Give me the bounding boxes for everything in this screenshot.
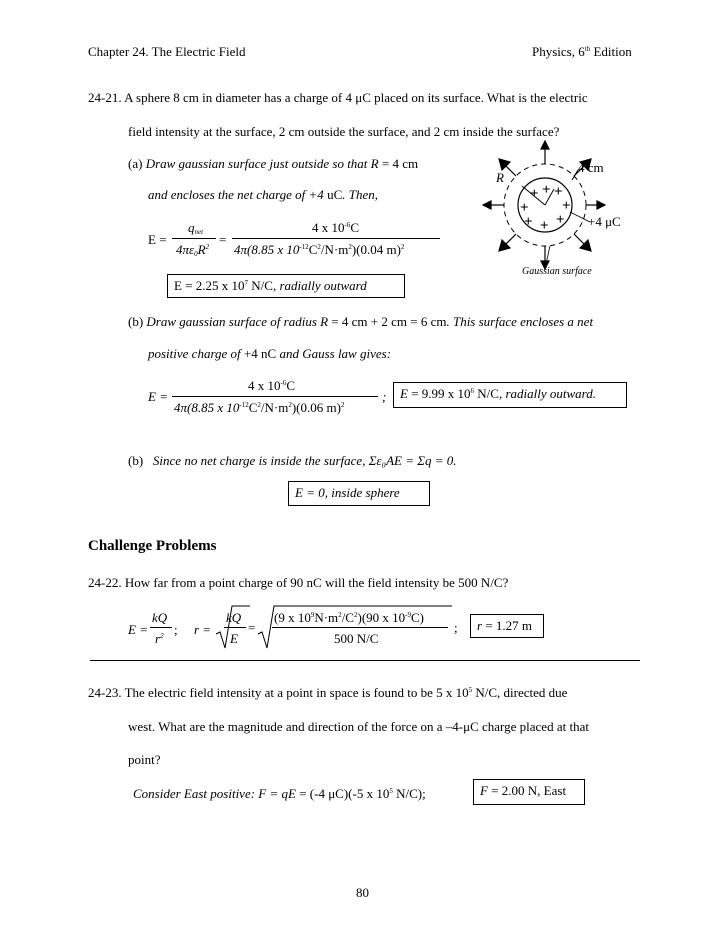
eq-a-num2-b: C (350, 220, 360, 235)
part-b-text2a: positive charge of (148, 346, 244, 361)
eq-b-den-b: C (248, 400, 258, 415)
diagram-label-4cm: 4 cm (578, 160, 604, 175)
eq-a-den2-a: 4π(8.85 x 10 (234, 242, 300, 257)
eq22-semi1: ; (174, 622, 178, 637)
answer-a-exp: 7 (244, 279, 249, 287)
eq22-kQ2: kQ (226, 610, 242, 625)
eq22-num-e: C) (411, 610, 424, 625)
problem-24-23-line3: point? (128, 752, 161, 767)
part-a-text1b: = 4 cm (378, 156, 419, 171)
problem-24-21-question: 24-21. A sphere 8 cm in diameter has a charge of 4 μC placed on its surface. What is the electric (88, 90, 588, 105)
eq22-r2 (155, 631, 164, 647)
plus-sign: + (562, 198, 571, 214)
solution-c: N/C); (392, 786, 426, 801)
diagram-label-gaussian: Gaussian surface (522, 266, 592, 277)
eq-a-den1 (176, 242, 209, 258)
eq-a-den-R: R (197, 242, 206, 257)
eq-a-den2-g2: 2 (400, 243, 405, 251)
eq-b-den-e: 2 (288, 401, 292, 409)
eq22-num-c: /C (341, 610, 354, 625)
eq22-equals: = (248, 620, 256, 635)
part-c-text: Since no net charge is inside the surface, Σε₀AE = Σq = 0. (152, 453, 457, 468)
charge-leader-line (570, 212, 590, 222)
eq-a-E: E = (148, 232, 167, 247)
part-a-line2 (148, 187, 378, 203)
problem-24-23-q-exp: 5 (468, 686, 473, 694)
eq-a-den2-b: C (308, 242, 318, 257)
part-c-label: (b) (128, 453, 144, 468)
eq22-num-b: N·m (314, 610, 339, 625)
part-a-text1: Draw gaussian surface just outside so that R (145, 156, 379, 171)
eq22-fracline2 (224, 627, 246, 628)
answer-a-1: E = 2.25 x 10 (174, 278, 245, 293)
eq22-E-den: E (230, 631, 238, 646)
plus-sign: + (530, 186, 539, 202)
plus-sign: + (520, 200, 529, 216)
answer-b-2: = 9.99 x 10 (407, 386, 471, 401)
part-c-line (128, 453, 456, 469)
part-a-text2b: uC (327, 187, 343, 202)
eq-a-den-sub: 0 (194, 250, 198, 258)
answer-24-23-F: F (480, 783, 488, 798)
eq-a-den-text: 4πε (176, 242, 195, 257)
answer-a-box (167, 274, 405, 298)
eq22-num-exp2: 2 (338, 611, 342, 619)
problem-24-23-solution (133, 786, 426, 802)
answer-24-22-box (470, 614, 544, 638)
eq-a-q (188, 220, 203, 236)
problem-24-21-question-cont: field intensity at the surface, 2 cm outside the surface, and 2 cm inside the surface? (128, 124, 560, 139)
eq-b-den-f: )(0.06 m) (291, 400, 341, 415)
part-a-label: (a) (128, 156, 146, 171)
eq22-r: r (155, 631, 161, 646)
eq-b-num-a: 4 x 10 (248, 378, 281, 393)
plus-sign: + (556, 212, 565, 228)
eq22-num (274, 610, 424, 626)
header-chapter: Chapter 24. The Electric Field (88, 44, 246, 59)
eq22-semi2: ; (454, 620, 458, 635)
solution-a: Consider East positive: F = qE (133, 786, 296, 801)
eq22-E: E = (128, 622, 148, 637)
part-a-text2a: and encloses the net charge of +4 (148, 187, 328, 202)
eq-a-den2-f: )(0.04 m) (351, 242, 401, 257)
eq-a-q-text: q (188, 220, 195, 235)
header-book (532, 44, 632, 60)
gaussian-sphere-diagram (480, 140, 640, 280)
plus-sign: + (540, 218, 549, 234)
eq22-fracline3 (272, 627, 448, 628)
eq-a-den-R2: 2 (205, 243, 210, 251)
plus-sign: + (554, 184, 563, 200)
eq-a-num2-a: 4 x 10 (312, 220, 345, 235)
eq-a-q-sub: net (194, 228, 204, 236)
answer-24-22-r: r (477, 618, 483, 633)
problem-24-23-q-b: N/C, directed due (472, 685, 568, 700)
eq22-fracline1 (150, 627, 172, 628)
part-b-text2c: and Gauss law gives: (276, 346, 392, 361)
eq-a-num2 (312, 220, 359, 236)
part-b-text2b: +4 nC (243, 346, 277, 361)
plus-sign: + (542, 182, 551, 198)
section-heading-challenge: Challenge Problems (88, 538, 217, 554)
eq-b-den-exp: -12 (239, 401, 249, 409)
eq22-r-exp: 2 (160, 632, 164, 640)
eq-b-fracline (172, 396, 378, 397)
part-b-text1: Draw gaussian surface of radius R (146, 314, 329, 329)
answer-b-4: , radially outward. (498, 386, 596, 401)
eq22-num-exp4: -9 (405, 611, 411, 619)
eq-b-den-c: 2 (257, 401, 261, 409)
answer-b-box (393, 382, 627, 408)
part-b-line1 (128, 314, 593, 330)
answer-a-2: N/C, (248, 278, 280, 293)
eq22-kQ: kQ (152, 610, 168, 625)
part-a-line1 (128, 156, 418, 172)
eq-b-den-a: 4π(8.85 x 10 (174, 400, 240, 415)
page-number: 80 (356, 885, 369, 900)
problem-24-23-line2: west. What are the magnitude and direction of the force on a –4-μC charge placed at that (128, 719, 589, 734)
eq-b-semicolon: ; (382, 389, 387, 404)
eq-a-den2-c2: 2 (317, 243, 321, 251)
eq-b-num (248, 378, 295, 394)
eq-b-num-exp: -6 (280, 379, 287, 387)
eq-a-num2-exp: -6 (344, 221, 351, 229)
header-book-text: Physics, 6 (532, 44, 585, 59)
diagram-label-R: R (496, 170, 504, 185)
solution-exp: 5 (389, 787, 393, 795)
eq-a-fracline2 (232, 238, 440, 239)
answer-b-1: E (400, 386, 408, 401)
diagram-label-charge: +4 μC (588, 214, 621, 229)
header-book-sup: th (584, 45, 591, 53)
answer-b-3: N/C (474, 386, 499, 401)
answer-24-22-val: = 1.27 m (482, 618, 533, 633)
eq22-den: 500 N/C (334, 631, 379, 646)
part-b-text1c: . This surface encloses a net (446, 314, 594, 329)
eq22-num-exp1: 9 (310, 611, 315, 619)
solution-b: = (-4 μC)(-5 x 10 (295, 786, 390, 801)
eq-a-den2-e2: 2 (348, 243, 352, 251)
divider-rule (90, 660, 640, 661)
answer-24-23-val: = 2.00 N, East (487, 783, 567, 798)
header-book-tail: Edition (590, 44, 632, 59)
eq22-num-d: )(90 x 10 (357, 610, 406, 625)
answer-a-3: radially outward (279, 278, 367, 293)
eq-a-den2 (234, 242, 404, 258)
answer-c-box: E = 0, inside sphere (288, 481, 430, 506)
problem-24-23-q-a: 24-23. The electric field intensity at a point in space is found to be 5 x 10 (88, 685, 469, 700)
problem-24-22-question: 24-22. How far from a point charge of 90 nC will the field intensity be 500 N/C? (88, 575, 509, 590)
eq-a-den2-exp: -12 (299, 243, 309, 251)
problem-24-23-question (88, 685, 567, 701)
part-b-line2 (148, 346, 391, 362)
eq-b-den-g: 2 (340, 401, 345, 409)
eq-a-fracline1 (172, 238, 216, 239)
part-b-text1b: = 4 cm + 2 cm = 6 cm (328, 314, 447, 329)
eq22-r-eq: r = (194, 622, 212, 637)
eq-b-den-d: /N·m (260, 400, 289, 415)
plus-sign: + (524, 214, 533, 230)
eq-b-num-b: C (286, 378, 296, 393)
part-b-label: (b) (128, 314, 147, 329)
eq22-num-a: (9 x 10 (274, 610, 311, 625)
eq-b-den (174, 400, 344, 416)
answer-24-23-box (473, 779, 585, 805)
eq-b-E: E = (148, 389, 168, 404)
eq-a-den2-d: /N·m (320, 242, 349, 257)
eq-a-equals: = (219, 232, 227, 247)
eq22-num-exp3: 2 (353, 611, 358, 619)
answer-b-exp: 6 (470, 387, 475, 395)
part-a-text2c: . Then, (342, 187, 378, 202)
